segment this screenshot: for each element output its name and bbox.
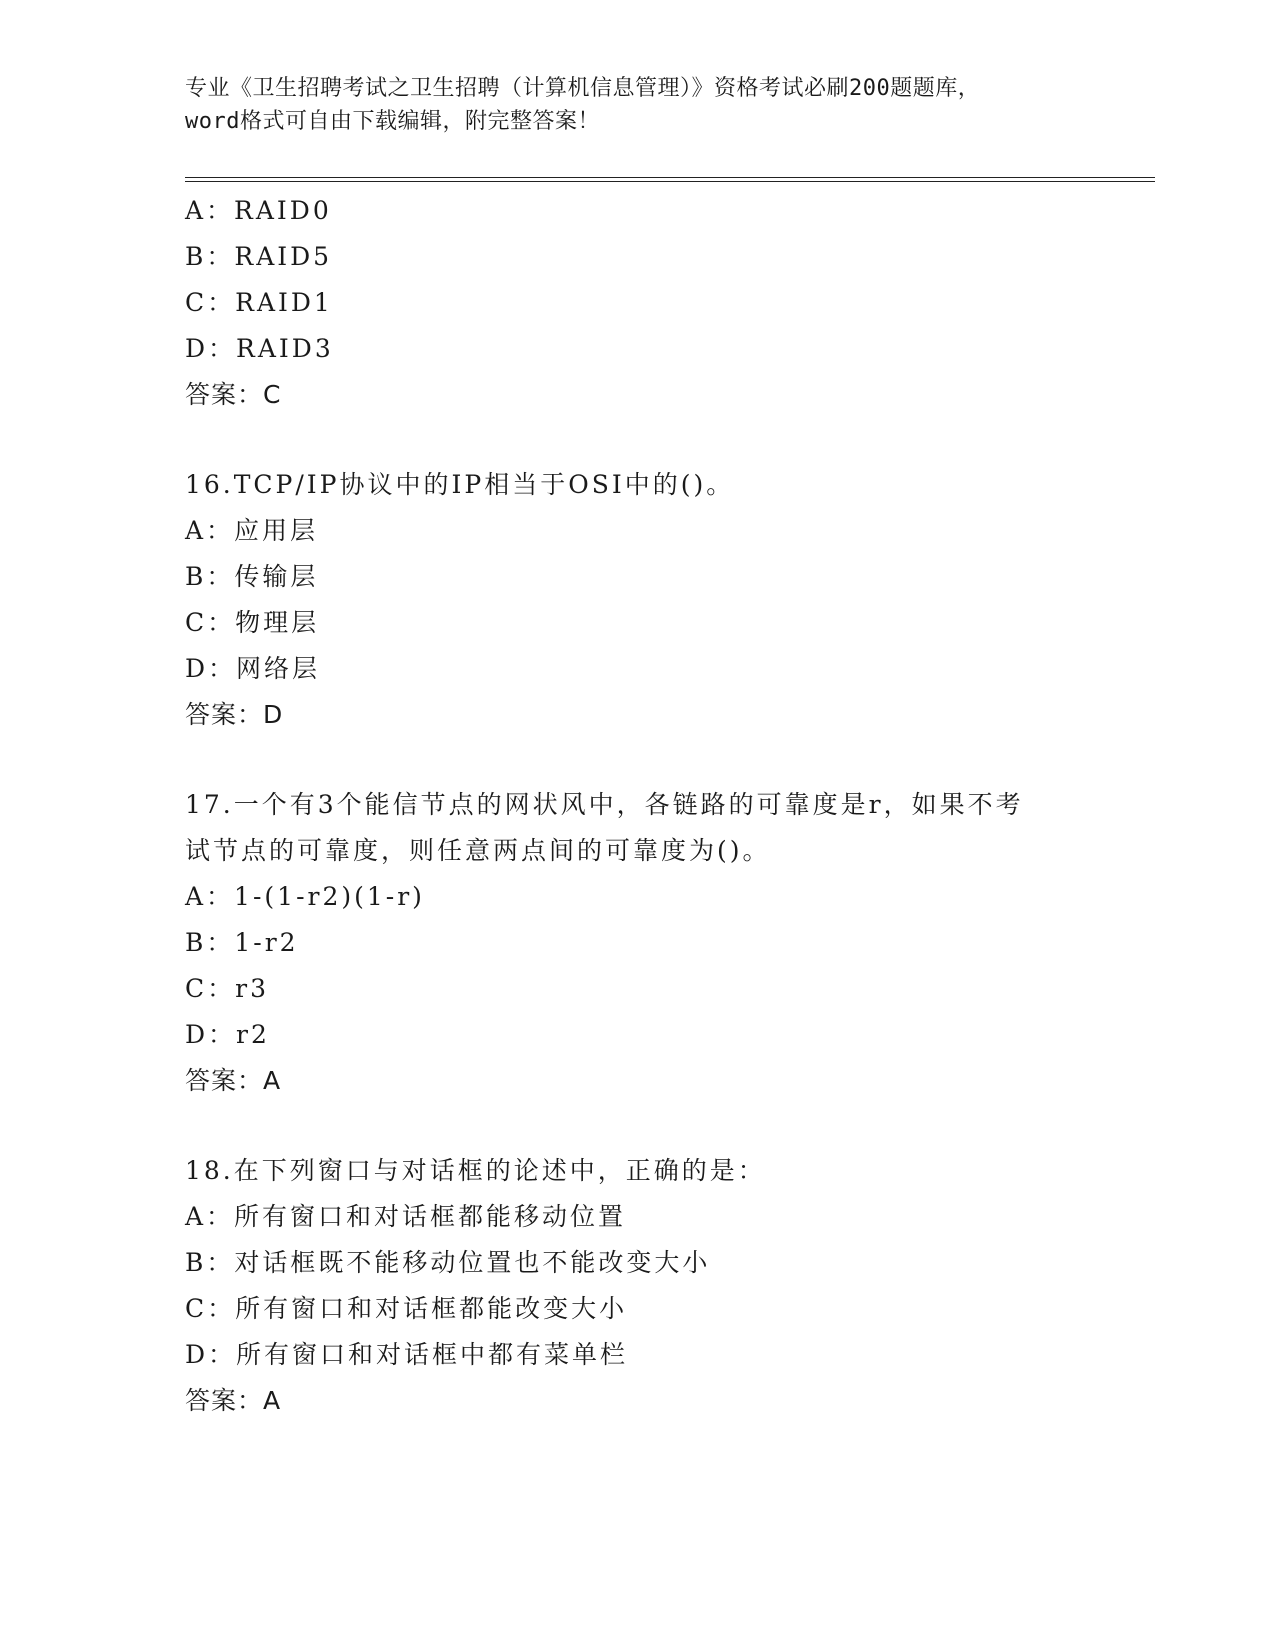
option-b: B：RAID5	[185, 242, 333, 271]
option-c: C：r3	[185, 974, 269, 1003]
option-c: C：RAID1	[185, 288, 333, 317]
option-a: A：应用层	[185, 516, 319, 545]
option-a: A：1-(1-r2)(1-r)	[185, 882, 425, 911]
question-block-17	[185, 782, 1165, 1104]
question-text: 16.TCP/IP协议中的IP相当于OSI中的()。	[185, 470, 735, 499]
answer-line: 答案：A	[185, 1066, 282, 1095]
option-a: A：所有窗口和对话框都能移动位置	[185, 1202, 627, 1231]
question-text: 17.一个有3个能信节点的网状风中，各链路的可靠度是r，如果不考试节点的可靠度，则任意两点间的可靠度为()。	[185, 790, 1024, 865]
question-list	[185, 188, 1165, 1424]
option-d: D：网络层	[185, 654, 321, 683]
answer-line: 答案：C	[185, 380, 282, 409]
header-line-2: word格式可自由下载编辑，附完整答案！	[185, 109, 600, 134]
option-d: D：RAID3	[185, 334, 334, 363]
option-d: D：r2	[185, 1020, 270, 1049]
header-divider-bottom	[185, 181, 1155, 182]
header-divider-top	[185, 177, 1155, 178]
question-block-18	[185, 1148, 1165, 1424]
header-line-1: 专业《卫生招聘考试之卫生招聘（计算机信息管理）》资格考试必刷200题题库，	[185, 76, 981, 101]
option-d: D：所有窗口和对话框中都有菜单栏	[185, 1340, 629, 1369]
answer-line: 答案：A	[185, 1386, 282, 1415]
answer-line: 答案：D	[185, 700, 284, 729]
question-text: 18.在下列窗口与对话框的论述中，正确的是：	[185, 1156, 766, 1185]
document-header	[185, 72, 1085, 138]
option-a: A：RAID0	[185, 196, 332, 225]
question-block-16	[185, 462, 1165, 738]
option-b: B：对话框既不能移动位置也不能改变大小	[185, 1248, 711, 1277]
option-c: C：物理层	[185, 608, 320, 637]
option-b: B：传输层	[185, 562, 319, 591]
option-c: C：所有窗口和对话框都能改变大小	[185, 1294, 628, 1323]
option-b: B：1-r2	[185, 928, 299, 957]
question-block-15	[185, 188, 1165, 418]
